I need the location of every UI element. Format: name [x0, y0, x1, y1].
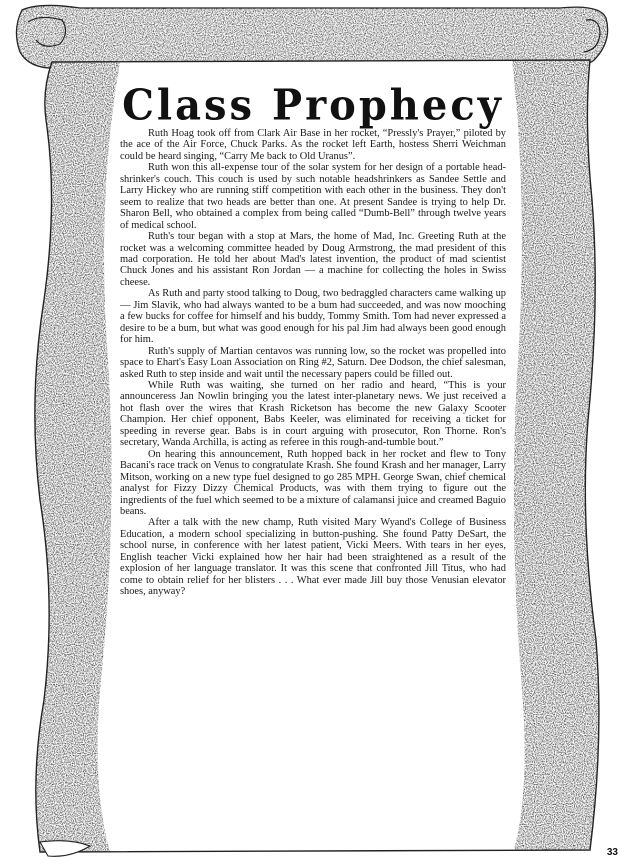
paragraph: On hearing this announcement, Ruth hopped back in her rocket and flew to Tony Bacani's race track on Venus to congratulate Krash. She found Krash and her manager, Larry Mitson, working on a new type fuel designed to go 285 MPH. George Swan, chief chemical analyst for Fizzy Dizzy Chemical Products, was with them trying to figure out the ingredients of the fuel which seemed to be a mixture of calamansi juice and creamed Baguio beans. [120, 448, 506, 517]
paragraph: Ruth Hoag took off from Clark Air Base in her rocket, “Pressly's Prayer,” piloted by the ace of the Air Force, Chuck Parks. As the rocket left Earth, hostess Sherri Weichman could be heard singing, “Carry Me back to Old Uranus”. [120, 128, 506, 162]
scroll-bottom-curl [40, 841, 90, 857]
paragraph: Ruth's supply of Martian centavos was running low, so the rocket was propelled into space to Ehart's Easy Loan Association on Ring #2, Saturn. Dee Dodson, the chief salesman, asked Ruth to step inside and wait until the necessary papers could be filled out. [120, 345, 506, 380]
page-number: 33 [606, 847, 618, 858]
paragraph: While Ruth was waiting, she turned on her radio and heard, “This is your announceress Jan Nowlin bringing you the latest inter-planetary news. We just received a hot flash over the wires that Krash Ricketson has become the new Galaxy Scooter Champion. Her chief opponent, Babs Keeler, was eliminated for receiving a ticket for speeding in reverse gear. Babs is in court arguing with prosecutor, Ron Thorne. Ron's secretary, Wanda Archilla, is acting as referee in this rough-and-tumble bout.” [120, 379, 506, 449]
paragraph: Ruth's tour began with a stop at Mars, the home of Mad, Inc. Greeting Ruth at the rocket was a welcoming committee headed by Doug Armstrong, the mad president of this mad corporation. He told her about Mad's latest invention, the product of mad scientist Chuck Jones and his assistant Ron Jordan — a machine for collecting the holes in Swiss cheese. [120, 231, 506, 288]
paragraph: Ruth won this all-expense tour of the solar system for her design of a portable head-shrinker's couch. This couch is used by such notable headshrinkers as Sandee Settle and Larry Hickey who are running stiff competition with each other in the business. They don't seem to realize that two heads are better than one. At present Sandee is trying to help Dr. Sharon Bell, who obtained a complex from being called “Dumb-Bell” through twelve years of medical school. [120, 162, 506, 231]
article-body [120, 128, 506, 598]
paragraph: As Ruth and party stood talking to Doug, two bedraggled characters came walking up — Jim Slavik, who had always wanted to be a bum had succeeded, and was now mooching a few bucks for coffee for himself and his buddy, Tommy Smith. Tom had never expressed a desire to be a bum, but what was good enough for his pal Jim had always been good enough for him. [120, 288, 506, 346]
paragraph: After a talk with the new champ, Ruth visited Mary Wyand's College of Business Education, a modern school specializing in button-pushing. She found Patty DeSart, the school nurse, in conference with her latest patient, Vicki Meers. With tears in her eyes, English teacher Vicki explained how her hair had been straightened as a result of the explosion of her language translator. It was this scene that confronted Jill Titus, who had come to obtain relief for her blisters . . . What ever made Jill buy those Venusian elevator shoes, anyway? [120, 517, 506, 598]
page-title: Class Prophecy [122, 80, 504, 131]
